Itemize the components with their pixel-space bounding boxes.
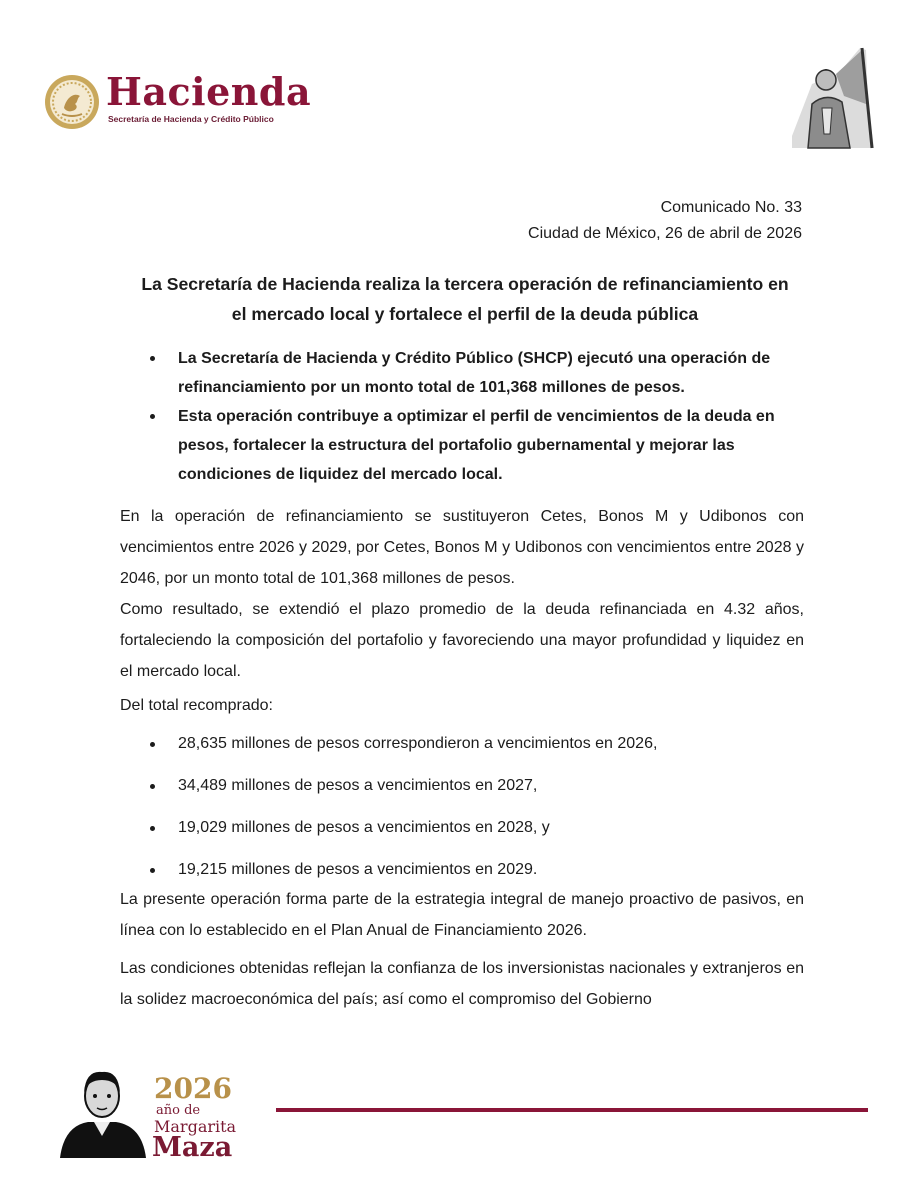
- footer-year: 2026: [154, 1072, 232, 1105]
- footer-anio-de: año de: [156, 1103, 201, 1118]
- key-points-list: [146, 344, 816, 489]
- margarita-maza-portrait: [54, 1066, 150, 1158]
- headline-line-1: La Secretaría de Hacienda realiza la tercera operación de refinanciamiento en: [141, 274, 789, 294]
- headline: [110, 269, 820, 329]
- body-paragraph-5: Las condiciones obtenidas reflejan la confianza de los inversionistas nacionales y extranjeros en la solidez macroeconómica del país; así como el compromiso del Gobierno: [120, 960, 804, 1008]
- body-paragraph-2: Como resultado, se extendió el plazo promedio de la deuda refinanciada en 4.32 años, fortaleciendo la composición del portafolio y favoreciendo una mayor profundidad y liquidez en el mercado local.: [120, 601, 804, 680]
- communique-place-date: Ciudad de México, 26 de abril de 2026: [528, 225, 802, 242]
- repurchase-item: 34,489 millones de pesos a vencimientos en 2027,: [146, 770, 816, 802]
- headline-line-2: el mercado local y fortalece el perfil de la deuda pública: [231, 304, 699, 324]
- logo-subtitle: Secretaría de Hacienda y Crédito Público: [108, 114, 274, 124]
- footer-name-first: Margarita: [154, 1117, 237, 1136]
- body-paragraph-4: La presente operación forma parte de la estrategia integral de manejo proactivo de pasivos, en línea con lo establecido en el Plan Anual de Financiamiento 2026.: [120, 891, 804, 939]
- flag-bearer-illustration: [778, 44, 882, 152]
- footer-divider: [276, 1108, 868, 1112]
- national-seal-icon: [44, 74, 100, 130]
- key-point: Esta operación contribuye a optimizar el perfil de vencimientos de la deuda en pesos, fortalecer la estructura del portafolio gubernamental y mejorar las condiciones de liquidez del mercado local.: [146, 402, 816, 489]
- repurchase-item: 19,029 millones de pesos a vencimientos en 2028, y: [146, 812, 816, 844]
- communique-number: Comunicado No. 33: [660, 199, 802, 216]
- repurchase-list: [146, 728, 816, 896]
- repurchase-item: 28,635 millones de pesos correspondieron a vencimientos en 2026,: [146, 728, 816, 760]
- body-paragraph-1: En la operación de refinanciamiento se sustituyeron Cetes, Bonos M y Udibonos con vencimientos entre 2026 y 2029, por Cetes, Bonos M y Udibonos con vencimientos entre 2028 y 2046, por un monto total de 101,368 millones de pesos.: [120, 508, 804, 587]
- body-paragraph-3: Del total recomprado:: [120, 697, 273, 714]
- key-point: La Secretaría de Hacienda y Crédito Público (SHCP) ejecutó una operación de refinanciamiento por un monto total de 101,368 millones de pesos.: [146, 344, 816, 402]
- footer-name-last: Maza: [152, 1132, 233, 1163]
- repurchase-item: 19,215 millones de pesos a vencimientos en 2029.: [146, 854, 816, 886]
- logo-title: Hacienda: [106, 69, 312, 114]
